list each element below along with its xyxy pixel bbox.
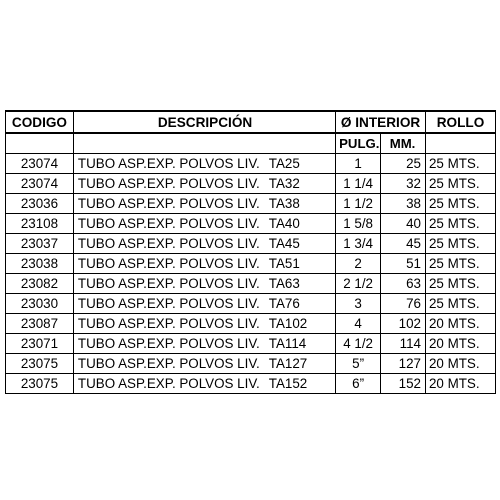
- cell-pulg: 5”: [336, 354, 381, 374]
- cell-rollo: 20 MTS.: [425, 334, 495, 354]
- cell-rollo: 20 MTS.: [425, 354, 495, 374]
- modelo-text: TA40: [268, 216, 300, 231]
- table-row: [6, 254, 496, 274]
- subheader-descripcion-blank: [73, 133, 335, 154]
- cell-descripcion: [73, 314, 335, 334]
- modelo-text: TA102: [268, 316, 308, 331]
- cell-descripcion: [73, 214, 335, 234]
- cell-descripcion: [73, 374, 335, 394]
- descripcion-text: TUBO ASP.EXP. POLVOS LIV.: [77, 376, 260, 391]
- header-rollo: ROLLO: [425, 111, 495, 133]
- header-codigo: CODIGO: [6, 111, 74, 133]
- descripcion-text: TUBO ASP.EXP. POLVOS LIV.: [77, 336, 260, 351]
- cell-codigo: 23071: [6, 334, 74, 354]
- cell-rollo: 25 MTS.: [425, 194, 495, 214]
- cell-rollo: 25 MTS.: [425, 254, 495, 274]
- cell-pulg: 6”: [336, 374, 381, 394]
- modelo-text: TA152: [268, 376, 308, 391]
- cell-descripcion: [73, 174, 335, 194]
- modelo-text: TA51: [268, 256, 300, 271]
- descripcion-text: TUBO ASP.EXP. POLVOS LIV.: [77, 276, 260, 291]
- subheader-row: [6, 133, 496, 154]
- cell-pulg: 2: [336, 254, 381, 274]
- cell-descripcion: [73, 334, 335, 354]
- cell-codigo: 23075: [6, 374, 74, 394]
- cell-mm: 127: [381, 354, 426, 374]
- table-row: [6, 314, 496, 334]
- cell-rollo: 25 MTS.: [425, 174, 495, 194]
- cell-mm: 32: [381, 174, 426, 194]
- cell-mm: 40: [381, 214, 426, 234]
- cell-codigo: 23030: [6, 294, 74, 314]
- table-row: [6, 374, 496, 394]
- cell-codigo: 23037: [6, 234, 74, 254]
- cell-rollo: 25 MTS.: [425, 234, 495, 254]
- modelo-text: TA114: [268, 336, 307, 351]
- descripcion-text: TUBO ASP.EXP. POLVOS LIV.: [77, 296, 260, 311]
- subheader-rollo-blank: [425, 133, 495, 154]
- modelo-text: TA32: [268, 176, 300, 191]
- cell-pulg: 1 1/4: [336, 174, 381, 194]
- cell-codigo: 23036: [6, 194, 74, 214]
- table-row: [6, 334, 496, 354]
- descripcion-text: TUBO ASP.EXP. POLVOS LIV.: [77, 176, 260, 191]
- subheader-codigo-blank: [6, 133, 74, 154]
- cell-descripcion: [73, 274, 335, 294]
- modelo-text: TA63: [268, 276, 300, 291]
- cell-pulg: 4: [336, 314, 381, 334]
- descripcion-text: TUBO ASP.EXP. POLVOS LIV.: [77, 356, 260, 371]
- modelo-text: TA45: [268, 236, 300, 251]
- cell-mm: 25: [381, 154, 426, 174]
- table-body: [6, 154, 496, 394]
- cell-mm: 45: [381, 234, 426, 254]
- cell-codigo: 23074: [6, 154, 74, 174]
- cell-descripcion: [73, 194, 335, 214]
- descripcion-text: TUBO ASP.EXP. POLVOS LIV.: [77, 256, 260, 271]
- price-table-sheet: [5, 110, 496, 394]
- cell-pulg: 4 1/2: [336, 334, 381, 354]
- table-row: [6, 294, 496, 314]
- cell-descripcion: [73, 254, 335, 274]
- cell-rollo: 25 MTS.: [425, 214, 495, 234]
- subheader-mm: MM.: [381, 133, 426, 154]
- modelo-text: TA38: [268, 196, 300, 211]
- modelo-text: TA76: [268, 296, 300, 311]
- cell-descripcion: [73, 294, 335, 314]
- cell-descripcion: [73, 354, 335, 374]
- modelo-text: TA25: [268, 156, 300, 171]
- cell-mm: 102: [381, 314, 426, 334]
- cell-rollo: 25 MTS.: [425, 274, 495, 294]
- descripcion-text: TUBO ASP.EXP. POLVOS LIV.: [77, 196, 260, 211]
- cell-mm: 63: [381, 274, 426, 294]
- cell-mm: 114: [381, 334, 426, 354]
- modelo-text: TA127: [268, 356, 308, 371]
- cell-pulg: 3: [336, 294, 381, 314]
- cell-pulg: 1 1/2: [336, 194, 381, 214]
- cell-mm: 51: [381, 254, 426, 274]
- cell-codigo: 23087: [6, 314, 74, 334]
- cell-mm: 38: [381, 194, 426, 214]
- cell-codigo: 23075: [6, 354, 74, 374]
- table-row: [6, 214, 496, 234]
- product-table: [5, 110, 496, 394]
- header-descripcion: DESCRIPCIÓN: [73, 111, 335, 133]
- cell-codigo: 23108: [6, 214, 74, 234]
- cell-rollo: 25 MTS.: [425, 154, 495, 174]
- cell-pulg: 2 1/2: [336, 274, 381, 294]
- cell-pulg: 1 5/8: [336, 214, 381, 234]
- table-row: [6, 274, 496, 294]
- table-row: [6, 154, 496, 174]
- cell-codigo: 23074: [6, 174, 74, 194]
- cell-codigo: 23082: [6, 274, 74, 294]
- header-interior: Ø INTERIOR: [336, 111, 426, 133]
- cell-rollo: 20 MTS.: [425, 374, 495, 394]
- cell-descripcion: [73, 154, 335, 174]
- cell-rollo: 25 MTS.: [425, 294, 495, 314]
- descripcion-text: TUBO ASP.EXP. POLVOS LIV.: [77, 236, 260, 251]
- cell-mm: 152: [381, 374, 426, 394]
- table-row: [6, 174, 496, 194]
- cell-codigo: 23038: [6, 254, 74, 274]
- descripcion-text: TUBO ASP.EXP. POLVOS LIV.: [77, 316, 260, 331]
- cell-rollo: 20 MTS.: [425, 314, 495, 334]
- cell-pulg: 1: [336, 154, 381, 174]
- table-row: [6, 194, 496, 214]
- table-row: [6, 234, 496, 254]
- descripcion-text: TUBO ASP.EXP. POLVOS LIV.: [77, 156, 260, 171]
- descripcion-text: TUBO ASP.EXP. POLVOS LIV.: [77, 216, 260, 231]
- table-row: [6, 354, 496, 374]
- cell-descripcion: [73, 234, 335, 254]
- cell-pulg: 1 3/4: [336, 234, 381, 254]
- subheader-pulg: PULG.: [336, 133, 381, 154]
- cell-mm: 76: [381, 294, 426, 314]
- header-row: [6, 111, 496, 133]
